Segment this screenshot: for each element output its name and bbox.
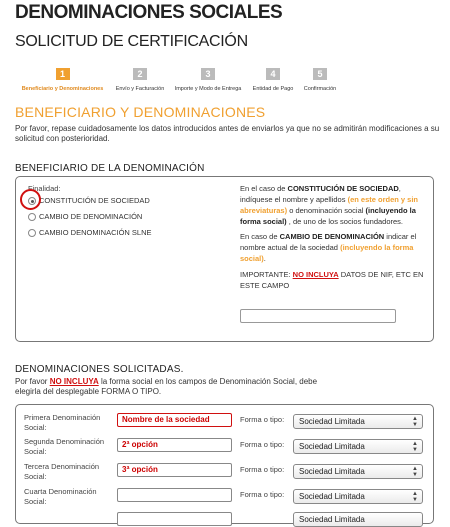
row-label: Segunda Denominación Social:	[24, 437, 105, 456]
step-label: Entidad de Pago	[252, 86, 294, 92]
forma-select-3[interactable]	[293, 464, 423, 479]
step-number: 2	[133, 68, 147, 80]
select-arrows-icon: ▲ ▼	[412, 441, 418, 453]
info-text: DATOS DE NIF, ETC EN ESTE CAMPO	[240, 270, 424, 290]
step-label: Beneficiario y Denominaciones	[21, 86, 104, 92]
highlight-circle	[20, 189, 41, 210]
info-text: IMPORTANTE:	[240, 270, 293, 279]
desc-text: Por favor	[15, 377, 50, 386]
beneficiario-input[interactable]	[240, 309, 396, 323]
step-number: 3	[201, 68, 215, 80]
forma-label: Forma o tipo:	[240, 415, 285, 424]
radio-label: CAMBIO DENOMINACIÓN SLNE	[39, 228, 152, 237]
denominacion-input-3[interactable]: 3ª opción	[117, 463, 232, 477]
row-label: Tercera Denominación Social:	[24, 462, 100, 481]
forma-select-2[interactable]	[293, 439, 423, 454]
row-label: Primera Denominación Social:	[24, 413, 101, 432]
step-number: 1	[56, 68, 70, 80]
solicitadas-heading: DENOMINACIONES SOLICITADAS.	[15, 364, 184, 375]
info-warning: NO INCLUYA	[292, 270, 339, 279]
radio-button[interactable]	[28, 229, 36, 237]
denominacion-input-5[interactable]	[117, 512, 232, 526]
info-bold: CONSTITUCIÓN DE SOCIEDAD	[287, 184, 399, 193]
info-text: En caso de	[240, 232, 280, 241]
solicitadas-desc	[15, 377, 335, 397]
info-cambio	[240, 231, 435, 264]
step-2[interactable]	[112, 64, 168, 92]
forma-select-1[interactable]	[293, 414, 423, 429]
info-highlight: (en este orden y sin abreviaturas)	[240, 195, 419, 215]
select-value: Sociedad Limitada	[299, 515, 365, 524]
forma-label: Forma o tipo:	[240, 490, 285, 499]
step-label: Envío y Facturación	[115, 86, 165, 92]
forma-select-4[interactable]	[293, 489, 423, 504]
select-value: Sociedad Limitada	[299, 417, 365, 426]
step-3[interactable]	[170, 64, 246, 92]
select-arrows-icon: ▲ ▼	[412, 416, 418, 428]
radio-button[interactable]	[28, 213, 36, 221]
page-subtitle: SOLICITUD DE CERTIFICACIÓN	[15, 33, 248, 50]
step-label: Importe y Modo de Entrega	[174, 86, 242, 92]
info-text: , de uno de los socios fundadores.	[286, 217, 404, 226]
select-value: Sociedad Limitada	[299, 442, 365, 451]
info-text: indicar el nombre actual de la sociedad	[240, 232, 417, 252]
step-4[interactable]	[248, 64, 298, 92]
denominacion-input-4[interactable]	[117, 488, 232, 502]
denominacion-input-2[interactable]: 2ª opción	[117, 438, 232, 452]
info-bold: (incluyendo la forma social)	[240, 206, 416, 226]
radio-constitucion[interactable]	[28, 196, 150, 205]
radio-cambio[interactable]	[28, 212, 142, 221]
info-bold: CAMBIO DE DENOMINACIÓN	[279, 232, 385, 241]
info-text: , indíquese el nombre y apellidos	[240, 184, 401, 204]
radio-cambio-slne[interactable]	[28, 228, 152, 237]
page-title: DENOMINACIONES SOCIALES	[15, 2, 283, 23]
info-importante	[240, 269, 435, 291]
step-number: 5	[313, 68, 327, 80]
select-value: Sociedad Limitada	[299, 492, 365, 501]
beneficiario-heading: BENEFICIARIO DE LA DENOMINACIÓN	[15, 163, 205, 174]
step-label: Confirmación	[303, 86, 337, 92]
info-highlight: (incluyendo la forma social)	[240, 243, 414, 263]
info-constitucion	[240, 183, 435, 227]
info-text: .	[263, 254, 266, 263]
section-title: BENEFICIARIO Y DENOMINACIONES	[15, 104, 266, 120]
finalidad-label: Finalidad:	[28, 184, 61, 193]
forma-label: Forma o tipo:	[240, 440, 285, 449]
info-text: o denominación social	[287, 206, 366, 215]
intro-text: Por favor, repase cuidadosamente los datos introducidos antes de enviarlos ya que no se admitirán modificaciones a su solicitud con posterioridad.	[15, 124, 440, 143]
desc-warning: NO INCLUYA	[49, 377, 99, 386]
desc-text: la forma social en los campos de Denominación Social, debe elegirla del desplegable FORMA O TIPO.	[15, 377, 318, 396]
select-value: Sociedad Limitada	[299, 467, 365, 476]
row-label: Cuarta Denominación Social:	[24, 487, 97, 506]
radio-label: CONSTITUCIÓN DE SOCIEDAD	[39, 196, 150, 205]
step-5[interactable]	[300, 64, 340, 92]
step-wizard	[15, 64, 445, 94]
radio-label: CAMBIO DE DENOMINACIÓN	[39, 212, 143, 221]
select-arrows-icon: ▲ ▼	[412, 466, 418, 478]
denominacion-input-1[interactable]: Nombre de la sociedad	[117, 413, 232, 427]
forma-label: Forma o tipo:	[240, 465, 285, 474]
info-text: En el caso de	[240, 184, 288, 193]
forma-select-5[interactable]	[293, 512, 423, 527]
step-1[interactable]	[15, 64, 110, 92]
step-number: 4	[266, 68, 280, 80]
select-arrows-icon: ▲ ▼	[412, 491, 418, 503]
